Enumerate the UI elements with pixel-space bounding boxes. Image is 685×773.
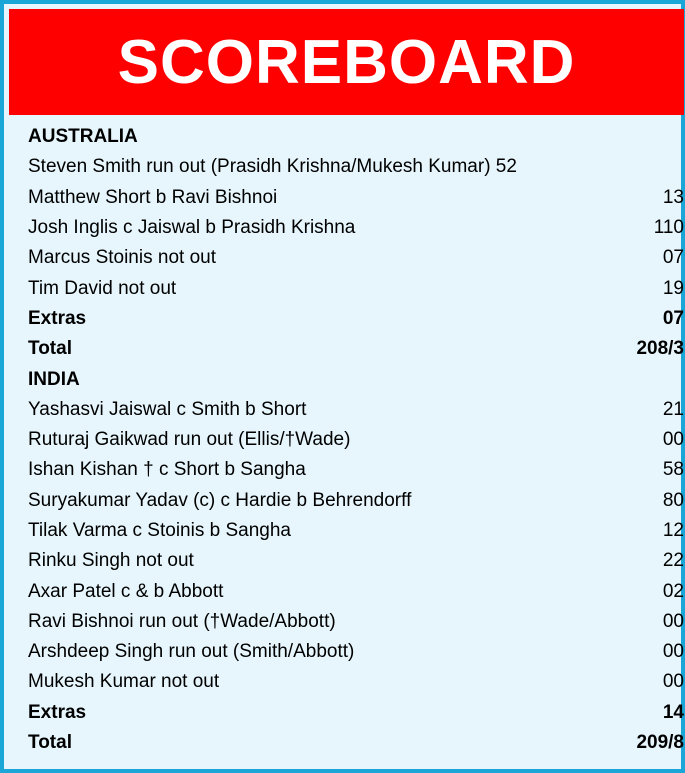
team-name-australia: [28, 122, 684, 152]
batting-row: [28, 152, 684, 182]
batter-runs: 07: [662, 247, 684, 269]
batter-line: Suryakumar Yadav (c) c Hardie b Behrendorff: [28, 489, 412, 511]
batting-row: [28, 425, 684, 455]
extras-label: Extras: [28, 307, 87, 329]
scoreboard-header: [9, 9, 684, 115]
extras-value: 14: [662, 701, 684, 723]
batter-runs: 00: [662, 671, 684, 693]
batter-runs: 13: [662, 186, 684, 208]
batting-row: [28, 213, 684, 243]
extras-label: Extras: [28, 701, 87, 723]
batter-line: Tilak Varma c Stoinis b Sangha: [28, 520, 291, 541]
batter-line: Ishan Kishan † c Short b Sangha: [28, 459, 306, 481]
page-title: SCOREBOARD: [117, 28, 576, 97]
batter-line: Tim David not out: [28, 277, 177, 299]
team-label: AUSTRALIA: [28, 126, 138, 148]
batting-row: [28, 183, 684, 213]
batter-line: Josh Inglis c Jaiswal b Prasidh Krishna: [28, 217, 356, 239]
batter-line: Mukesh Kumar not out: [28, 671, 220, 693]
batting-row: [28, 455, 684, 485]
batter-runs: 00: [662, 429, 684, 451]
batter-line: Axar Patel c & b Abbott: [28, 580, 224, 602]
extras-value: 07: [662, 307, 684, 329]
total-value: 209/8: [636, 732, 684, 754]
batting-row: [28, 667, 684, 697]
total-label: Total: [28, 732, 72, 754]
batter-line: Ruturaj Gaikwad run out (Ellis/†Wade): [28, 429, 351, 451]
batter-runs: 58: [662, 459, 684, 481]
batter-runs: 00: [662, 641, 684, 663]
batter-runs: 12: [662, 520, 684, 541]
batting-row: [28, 607, 684, 637]
total-label: Total: [28, 338, 72, 360]
batter-line: Steven Smith run out (Prasidh Krishna/Mukesh Kumar) 52: [28, 156, 517, 178]
total-row: [28, 334, 684, 364]
batter-line: Ravi Bishnoi run out (†Wade/Abbott): [28, 610, 336, 632]
scorecard-table: [28, 122, 684, 758]
batter-runs: 110: [653, 217, 684, 239]
batting-row: [28, 516, 684, 546]
batter-line: Rinku Singh not out: [28, 550, 194, 572]
batter-runs: 22: [662, 550, 684, 572]
batting-row: [28, 486, 684, 516]
batter-runs: 80: [662, 489, 684, 511]
batter-line: Matthew Short b Ravi Bishnoi: [28, 186, 278, 208]
batting-row: [28, 243, 684, 273]
batting-row: [28, 637, 684, 667]
batter-line: Marcus Stoinis not out: [28, 247, 216, 269]
team-name-india: [28, 364, 684, 394]
batter-runs: 19: [662, 277, 684, 299]
total-row: [28, 728, 684, 758]
extras-row: [28, 698, 684, 728]
batter-runs: 00: [662, 610, 684, 632]
batter-runs: 02: [662, 580, 684, 602]
batting-row: [28, 273, 684, 303]
batter-line: Arshdeep Singh run out (Smith/Abbott): [28, 641, 355, 663]
batting-row: [28, 546, 684, 576]
total-value: 208/3: [636, 338, 684, 360]
batter-runs: 21: [662, 398, 684, 420]
extras-row: [28, 304, 684, 334]
batting-row: [28, 395, 684, 425]
team-label: INDIA: [28, 368, 80, 390]
batter-line: Yashasvi Jaiswal c Smith b Short: [28, 398, 307, 420]
batting-row: [28, 576, 684, 606]
